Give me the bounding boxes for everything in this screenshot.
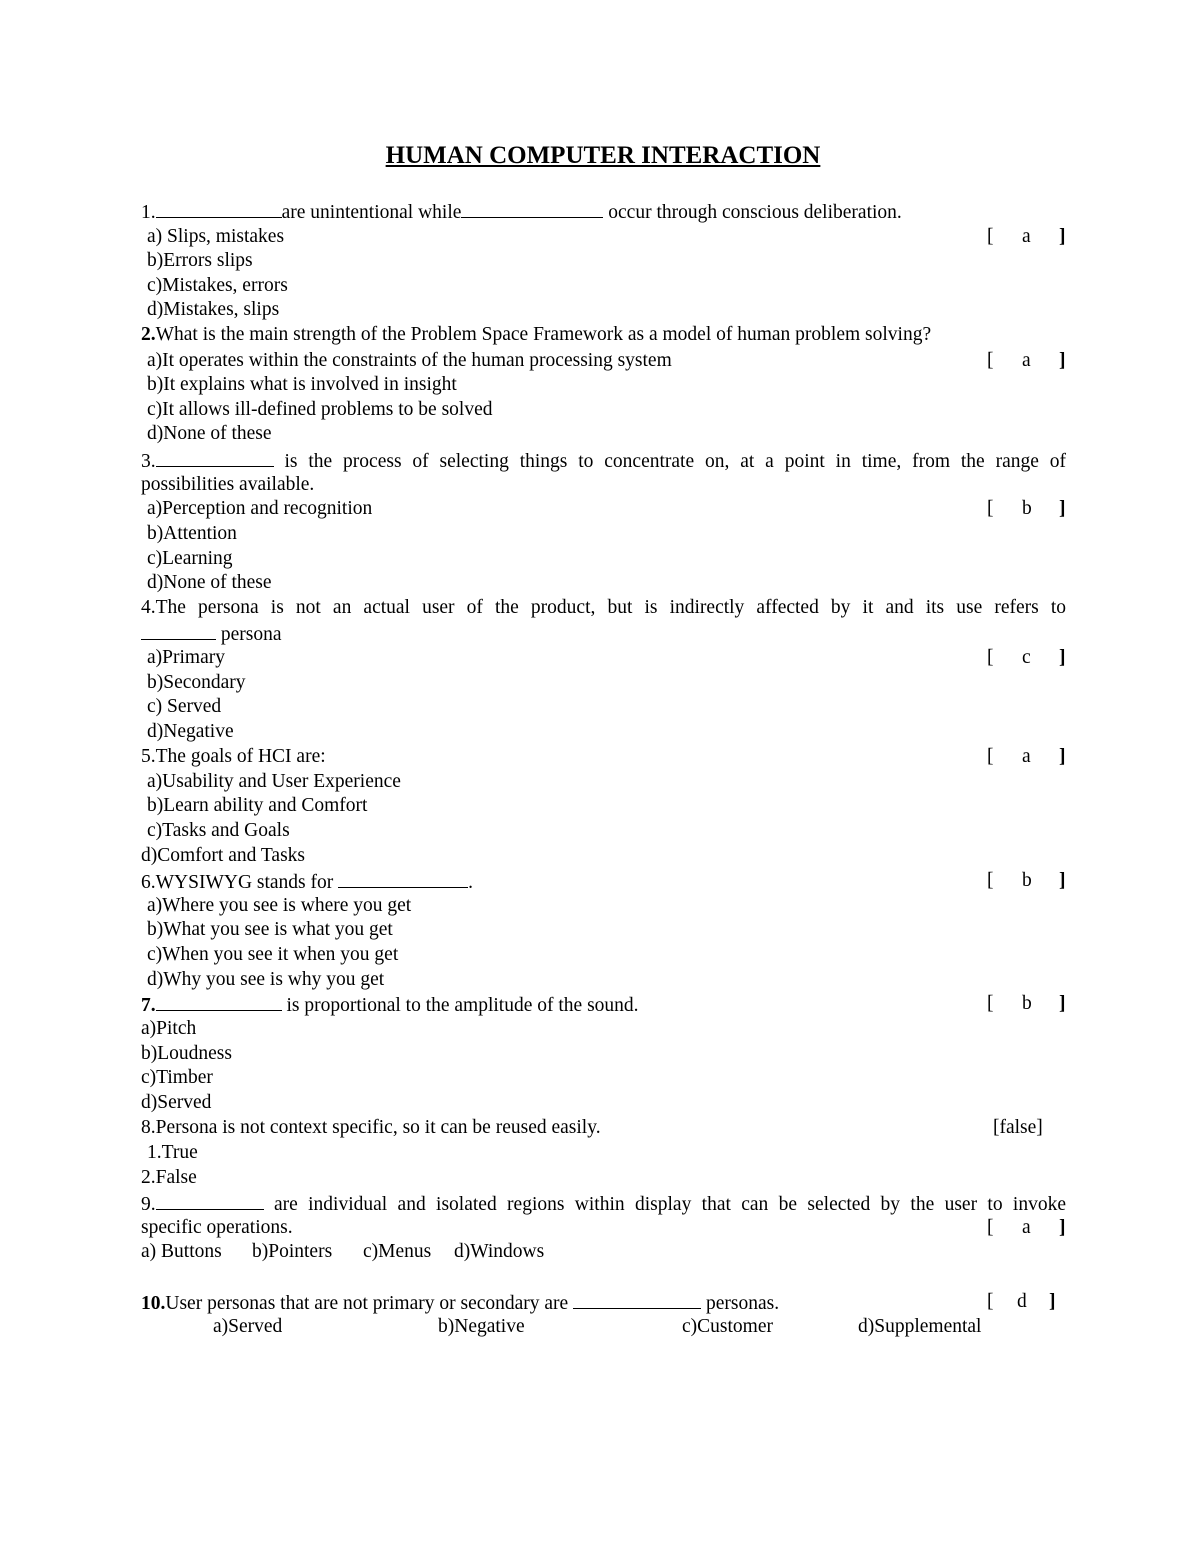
option: c)Mistakes, errors (147, 275, 288, 296)
option: c)Tasks and Goals (147, 820, 290, 841)
question-4: 4.The persona is not an actual user of the product, but is indirectly affected by it and its use refers to (141, 597, 1066, 618)
option: c)When you see it when you get (147, 944, 399, 965)
option: d)Comfort and Tasks (141, 845, 306, 866)
question-8: 8.Persona is not context specific, so it can be reused easily. (141, 1117, 601, 1138)
option: b)It explains what is involved in insight (147, 374, 457, 395)
option: d)Served (141, 1092, 212, 1113)
option: b)Attention (147, 523, 237, 544)
answer-8: [false] (993, 1117, 1043, 1138)
option: d)None of these (147, 423, 272, 444)
option: d)Mistakes, slips (147, 299, 280, 320)
blank (156, 1191, 264, 1210)
option: a)Usability and User Experience (147, 771, 401, 792)
page-title: HUMAN COMPUTER INTERACTION (385, 142, 821, 169)
blank (573, 1290, 701, 1309)
option: c) Served (147, 696, 222, 717)
option: b)Errors slips (147, 250, 253, 271)
option: c)It allows ill-defined problems to be solved (147, 399, 493, 420)
option: a)It operates within the constraints of the human processing system (147, 350, 672, 371)
blank (156, 992, 282, 1011)
option: a)Served (213, 1316, 283, 1337)
option: d)Why you see is why you get (147, 969, 385, 990)
option: 2.False (141, 1167, 197, 1188)
option: a) Buttons (141, 1241, 222, 1262)
option: d)None of these (147, 572, 272, 593)
blank (461, 199, 603, 218)
option: a)Where you see is where you get (147, 895, 412, 916)
blank (338, 869, 468, 888)
option: a) Slips, mistakes (147, 226, 285, 247)
option: c)Customer (682, 1316, 773, 1337)
option: a)Pitch (141, 1018, 197, 1039)
blank (156, 199, 282, 218)
question-9: 9. are individual and isolated regions within display that can be selected by the user to invoke (141, 1191, 1066, 1217)
option: b)Loudness (141, 1043, 232, 1064)
question-7: 7. is proportional to the amplitude of the sound. (141, 992, 1066, 1018)
option: d)Supplemental (858, 1316, 982, 1337)
question-3: 3. is the process of selecting things to concentrate on, at a point in time, from the range of (141, 448, 1066, 474)
question-2: 2.What is the main strength of the Problem Space Framework as a model of human problem solving? (141, 324, 932, 345)
option: b)Negative (438, 1316, 525, 1337)
option: 1.True (147, 1142, 198, 1163)
option: c)Timber (141, 1067, 213, 1088)
option: d)Windows (454, 1241, 545, 1262)
question-9-cont: specific operations. (141, 1217, 293, 1238)
option: b)Secondary (147, 672, 246, 693)
blank (156, 448, 274, 467)
option: a)Primary (147, 647, 225, 668)
option: a)Perception and recognition (147, 498, 373, 519)
question-1: 1. are unintentional while occur through conscious deliberation. (141, 199, 1066, 225)
option: c)Menus (363, 1241, 432, 1262)
question-6: 6.WYSIWYG stands for . (141, 869, 1066, 895)
option: c)Learning (147, 548, 233, 569)
question-10: 10.User personas that are not primary or secondary are personas. (141, 1290, 1066, 1316)
option: d)Negative (147, 721, 234, 742)
question-5: 5.The goals of HCI are: (141, 746, 326, 767)
question-3-cont: possibilities available. (141, 474, 315, 495)
option: b)Pointers (252, 1241, 333, 1262)
option: b)What you see is what you get (147, 919, 393, 940)
question-4-cont: persona (141, 621, 1066, 647)
blank (141, 621, 216, 640)
option: b)Learn ability and Comfort (147, 795, 368, 816)
